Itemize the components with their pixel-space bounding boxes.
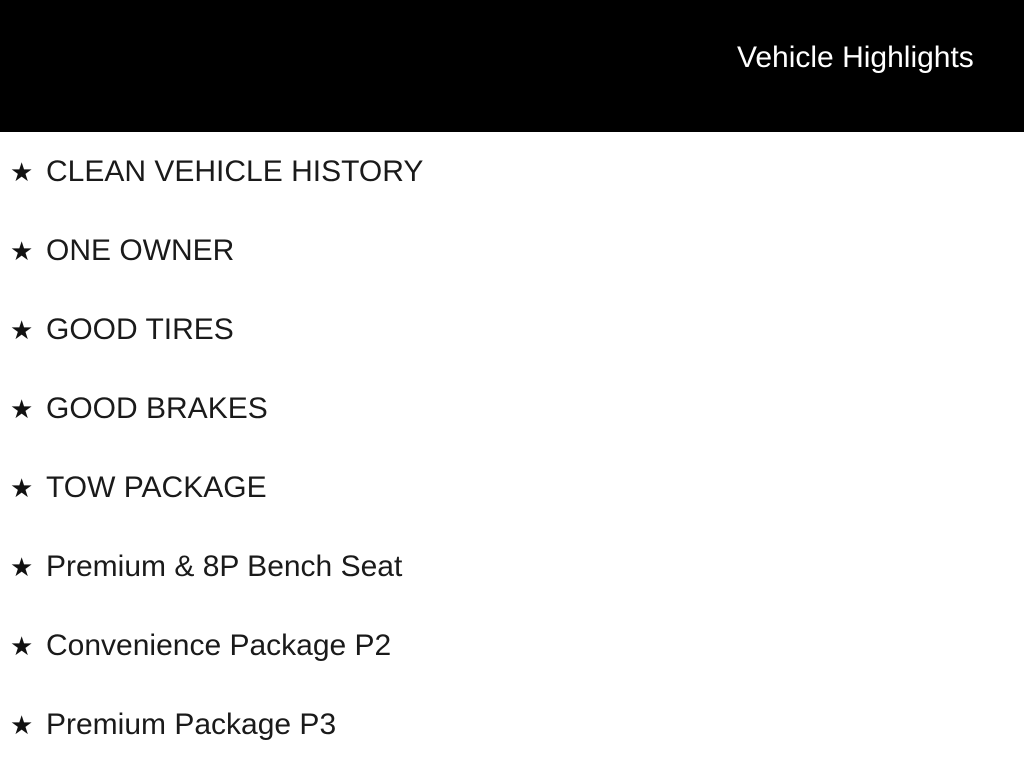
header-bar — [0, 0, 1024, 132]
list-item — [0, 290, 1024, 369]
list-item — [0, 369, 1024, 448]
star-icon: ★ — [10, 709, 34, 740]
star-icon: ★ — [10, 393, 34, 424]
highlights-list — [0, 132, 1024, 764]
list-item — [0, 606, 1024, 685]
list-item-label: ONE OWNER — [46, 233, 235, 267]
list-item-label: GOOD BRAKES — [46, 391, 268, 425]
list-item-label: GOOD TIRES — [46, 312, 234, 346]
star-icon: ★ — [10, 472, 34, 503]
list-item — [0, 527, 1024, 606]
star-icon: ★ — [10, 314, 34, 345]
list-item — [0, 448, 1024, 527]
list-item-label: TOW PACKAGE — [46, 470, 267, 504]
list-item-label: Convenience Package P2 — [46, 628, 392, 662]
star-icon: ★ — [10, 235, 34, 266]
list-item-label: Premium Package P3 — [46, 707, 337, 741]
list-item — [0, 685, 1024, 764]
star-icon: ★ — [10, 156, 34, 187]
list-item — [0, 132, 1024, 211]
page-title: Vehicle Highlights — [737, 41, 974, 74]
list-item-label: CLEAN VEHICLE HISTORY — [46, 154, 424, 188]
star-icon: ★ — [10, 551, 34, 582]
list-item-label: Premium & 8P Bench Seat — [46, 549, 403, 583]
star-icon: ★ — [10, 630, 34, 661]
list-item — [0, 211, 1024, 290]
